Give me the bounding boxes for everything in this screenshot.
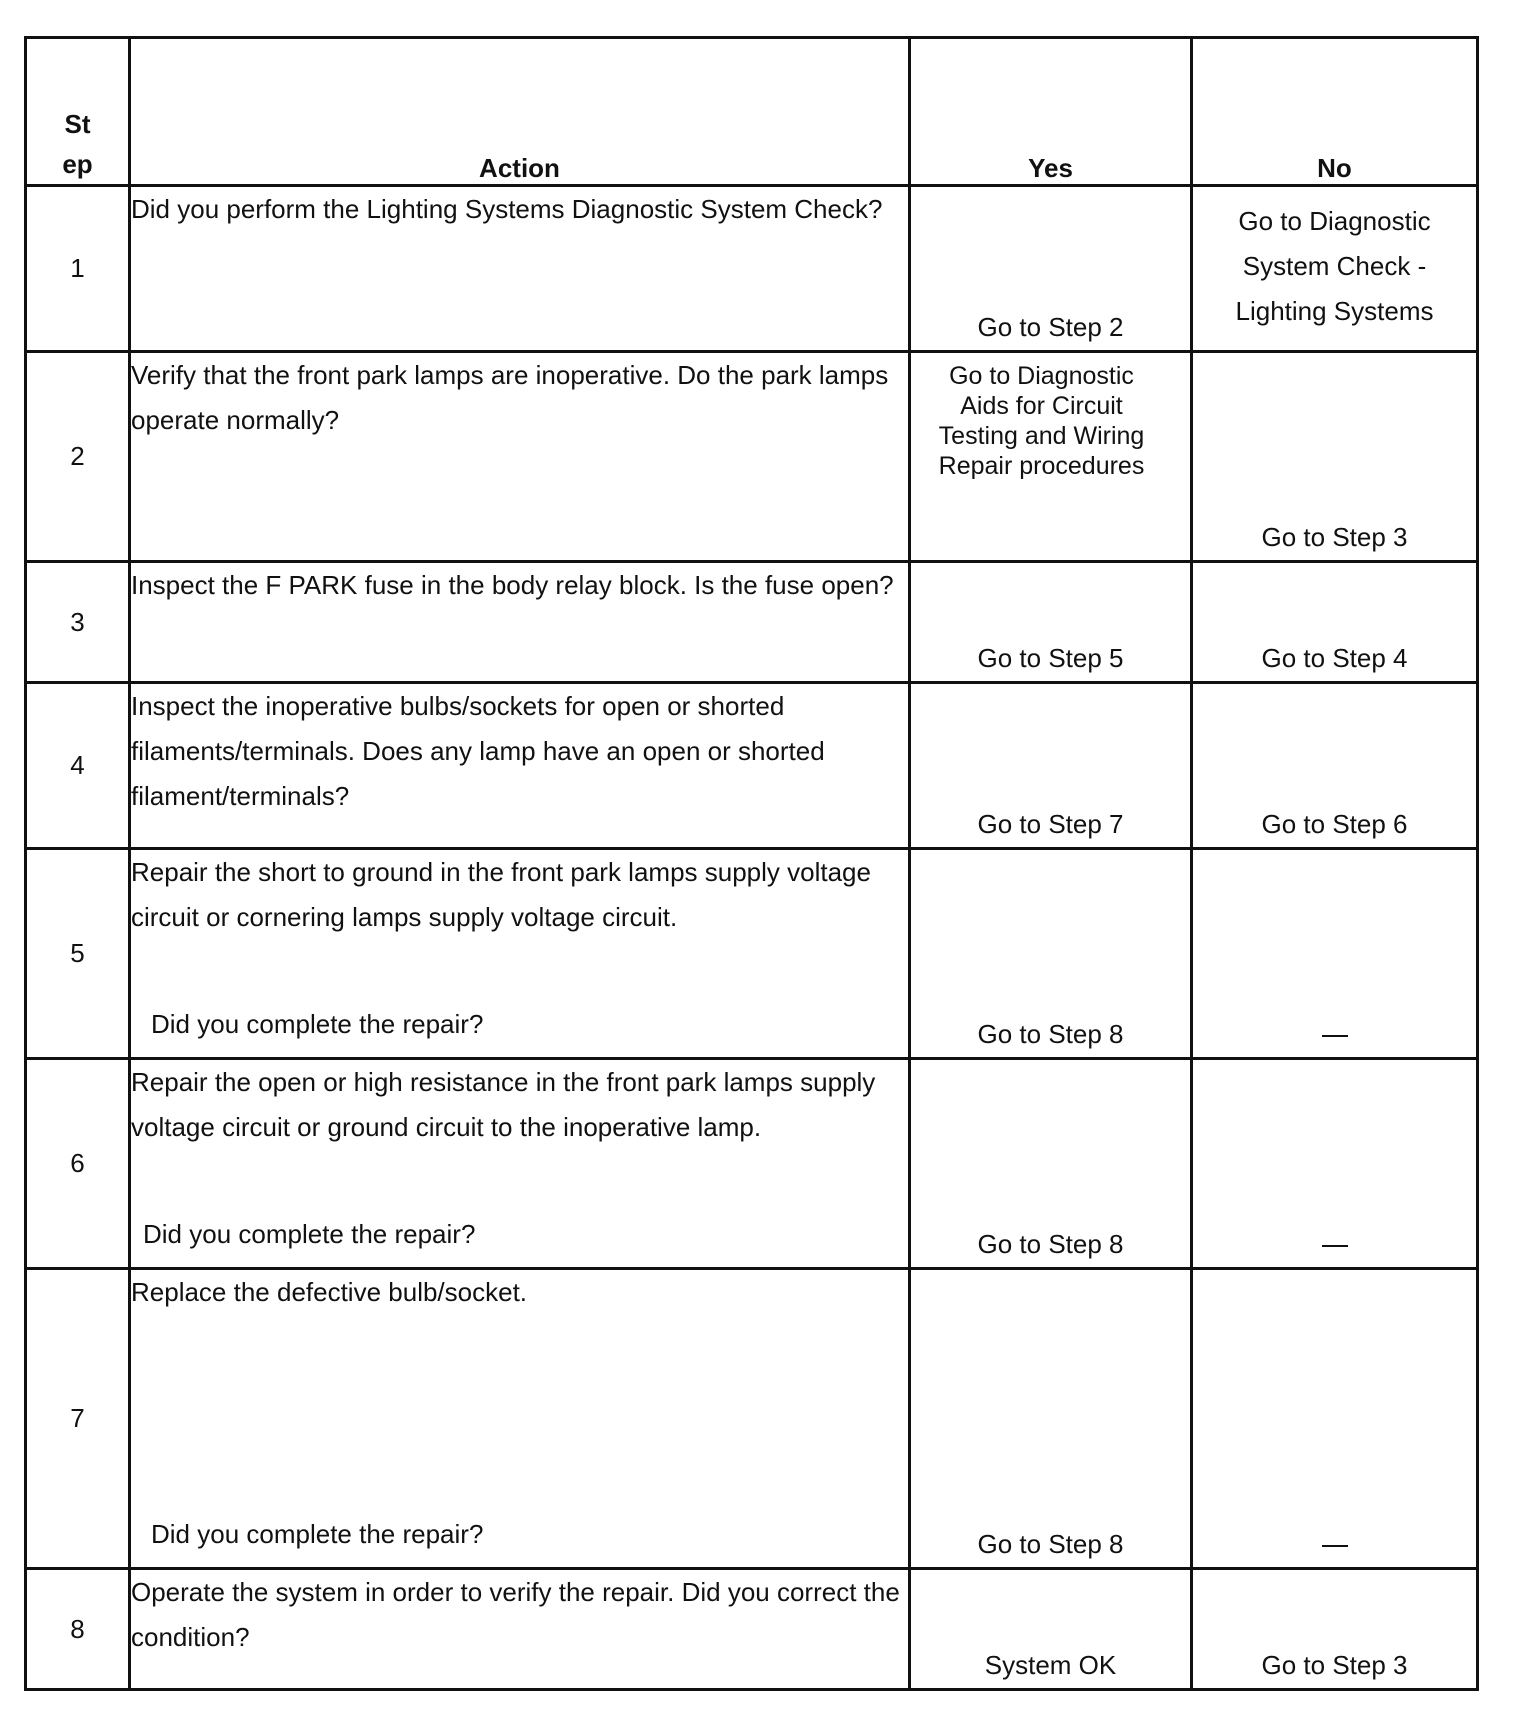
- action-text: Repair the short to ground in the front park lamps supply voltage circuit or cornering lamps supply voltage circuit.: [131, 857, 871, 932]
- table-row: [26, 186, 1478, 352]
- no-result: Go to Step 4: [1192, 562, 1478, 683]
- action-text: Repair the open or high resistance in the front park lamps supply voltage circuit or ground circuit to the inoperative lamp.: [131, 1067, 876, 1142]
- action-cell: [130, 1059, 910, 1269]
- table-row: [26, 352, 1478, 562]
- table-row: [26, 1269, 1478, 1569]
- no-result: Go to Step 3: [1192, 352, 1478, 562]
- action-text: Verify that the front park lamps are inoperative. Do the park lamps operate normally?: [130, 352, 910, 562]
- yes-result: Go to Step 7: [910, 683, 1192, 849]
- yes-result: Go to Step 2: [910, 186, 1192, 352]
- diagnostic-table: [24, 36, 1479, 1691]
- yes-result: Go to Step 8: [910, 849, 1192, 1059]
- no-result: [1192, 849, 1478, 1059]
- step-number: 3: [26, 562, 130, 683]
- step-number: 6: [26, 1059, 130, 1269]
- yes-result: System OK: [910, 1569, 1192, 1690]
- header-row: [26, 38, 1478, 186]
- no-result: [1192, 1269, 1478, 1569]
- no-dash: [1322, 1245, 1348, 1247]
- action-question: Did you complete the repair?: [151, 1009, 484, 1039]
- no-dash: [1322, 1545, 1348, 1547]
- table-row: [26, 1059, 1478, 1269]
- action-text: Inspect the inoperative bulbs/sockets for open or shorted filaments/terminals. Does any lamp have an open or shorted filament/terminals?: [130, 683, 910, 849]
- action-question: Did you complete the repair?: [143, 1219, 476, 1249]
- step-number: 7: [26, 1269, 130, 1569]
- action-text: Operate the system in order to verify the repair. Did you correct the condition?: [130, 1569, 910, 1690]
- action-column-header: Action: [130, 38, 910, 186]
- action-text: Did you perform the Lighting Systems Diagnostic System Check?: [130, 186, 910, 352]
- action-question: Did you complete the repair?: [151, 1519, 484, 1549]
- step-column-header: [26, 38, 130, 186]
- no-result: [1192, 1059, 1478, 1269]
- step-number: 5: [26, 849, 130, 1059]
- no-column-header: No: [1192, 38, 1478, 186]
- table-row: [26, 683, 1478, 849]
- table-row: [26, 1569, 1478, 1690]
- step-header-line1: St: [64, 109, 91, 139]
- no-result: Go to Diagnostic System Check - Lighting Systems: [1192, 186, 1478, 352]
- no-dash: [1322, 1035, 1348, 1037]
- yes-column-header: Yes: [910, 38, 1192, 186]
- action-text: Inspect the F PARK fuse in the body relay block. Is the fuse open?: [130, 562, 910, 683]
- yes-result: Go to Step 5: [910, 562, 1192, 683]
- yes-result: Go to Diagnostic Aids for Circuit Testing and Wiring Repair procedures: [910, 352, 1192, 562]
- step-number: 2: [26, 352, 130, 562]
- step-number: 1: [26, 186, 130, 352]
- no-result: Go to Step 6: [1192, 683, 1478, 849]
- yes-result: Go to Step 8: [910, 1269, 1192, 1569]
- table-row: [26, 849, 1478, 1059]
- step-number: 4: [26, 683, 130, 849]
- step-number: 8: [26, 1569, 130, 1690]
- step-header-line2: ep: [62, 149, 93, 179]
- action-text: Replace the defective bulb/socket.: [131, 1277, 528, 1307]
- table-row: [26, 562, 1478, 683]
- action-cell: [130, 849, 910, 1059]
- action-cell: [130, 1269, 910, 1569]
- no-result: Go to Step 3: [1192, 1569, 1478, 1690]
- yes-result: Go to Step 8: [910, 1059, 1192, 1269]
